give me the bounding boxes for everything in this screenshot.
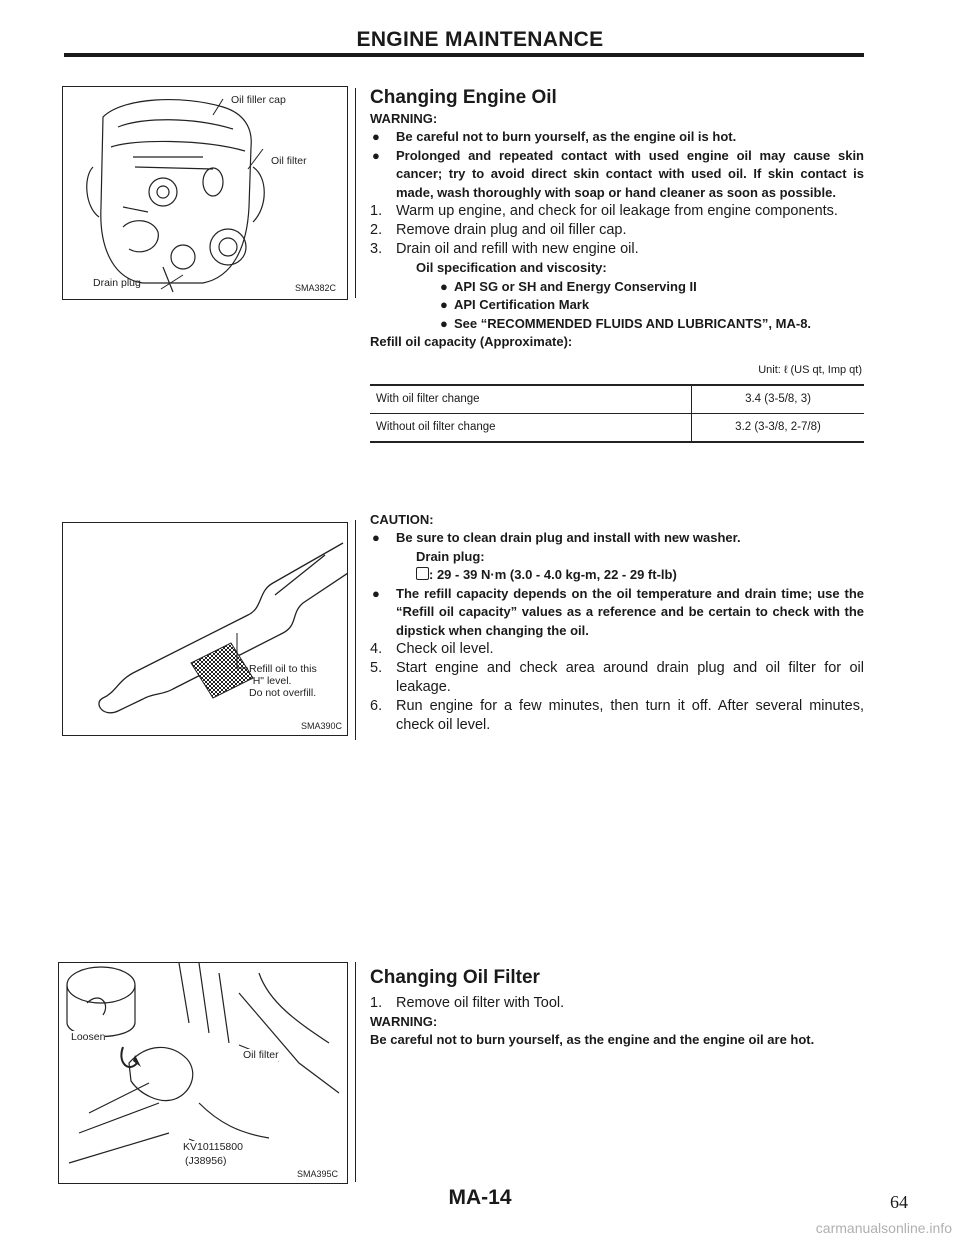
table-row [370, 385, 864, 414]
oil-spec-label: Oil specification and viscosity: [416, 260, 607, 275]
table-cell: 3.2 (3-3/8, 2-7/8) [692, 414, 865, 443]
header-rule [64, 53, 864, 57]
oil-spec-item: ● API Certification Mark [440, 297, 590, 312]
oil-filter-label: Oil filter [243, 1049, 279, 1061]
page-title: ENGINE MAINTENANCE [356, 28, 604, 51]
refill-capacity-table [370, 384, 864, 443]
warning-text: Be careful not to burn yourself, as the engine and the engine oil are hot. [370, 1032, 815, 1047]
caution-item: ● The refill capacity depends on the oil temperature and drain time; use the “Refill oil capacity” values as a reference and be certain to check with the dipstick when changing the oil. [372, 585, 864, 638]
table-cell: Without oil filter change [370, 414, 692, 443]
step-item: 5. Start engine and check area around drain plug and oil filter for oil leakage. [370, 660, 864, 695]
changing-engine-oil-section [370, 86, 864, 443]
refill-capacity-label: Refill oil capacity (Approximate): [370, 334, 573, 349]
figure-code: SMA390C [301, 721, 343, 731]
step-item: 3. Drain oil and refill with new engine oil. [370, 241, 639, 257]
changing-oil-filter-section [370, 966, 864, 1049]
unit-note: Unit: ℓ (US qt, Imp qt) [758, 364, 862, 376]
drain-plug-label: Drain plug: [416, 548, 485, 564]
loosen-label: Loosen [71, 1031, 106, 1043]
step-item: 4. Check oil level. [370, 641, 494, 657]
page-number: 64 [890, 1192, 908, 1212]
page-code: MA-14 [448, 1186, 512, 1209]
oil-spec-item: ● API SG or SH and Energy Conserving II [440, 278, 697, 294]
figure-code: SMA382C [295, 283, 337, 293]
engine-illustration [63, 87, 347, 299]
section-title: Changing Oil Filter [370, 967, 540, 988]
dipstick-illustration [63, 523, 347, 735]
engine-figure [62, 86, 348, 300]
table-cell: With oil filter change [370, 385, 692, 414]
oil-spec-item: ● See “RECOMMENDED FLUIDS AND LUBRICANTS”, MA-8. [440, 315, 812, 331]
oil-filter-figure [58, 962, 348, 1184]
torque-spec: : 29 - 39 N·m (3.0 - 4.0 kg-m, 22 - 29 ft-lb) [370, 566, 864, 585]
tool-number-label: KV10115800 [183, 1141, 243, 1153]
torque-icon [416, 567, 429, 580]
table-row [370, 414, 864, 443]
caution-item: ● Be sure to clean drain plug and install with new washer. [372, 530, 741, 545]
warning-label: WARNING: [370, 1014, 438, 1029]
column-divider [355, 962, 356, 1182]
section-title: Changing Engine Oil [370, 87, 557, 108]
watermark: carmanualsonline.info [815, 1220, 952, 1236]
step-item: 2. Remove drain plug and oil filler cap. [370, 222, 627, 238]
caution-section [370, 511, 864, 735]
figure-code: SMA395C [297, 1169, 339, 1179]
tool-alt-number-label: (J38956) [185, 1155, 227, 1167]
column-divider [355, 88, 356, 298]
oil-filler-cap-label: Oil filler cap [231, 94, 286, 106]
warning-item: ● Be careful not to burn yourself, as the engine oil is hot. [372, 129, 737, 144]
refill-label-line2: "H" level. [249, 675, 292, 687]
table-cell: 3.4 (3-5/8, 3) [692, 385, 865, 414]
step-item: 1. Remove oil filter with Tool. [370, 995, 565, 1011]
warning-label: WARNING: [370, 111, 438, 126]
column-divider [355, 520, 356, 740]
step-item: 1. Warm up engine, and check for oil leakage from engine components. [370, 203, 838, 219]
warning-item: ● Prolonged and repeated contact with used engine oil may cause skin cancer; try to avoid direct skin contact with used oil. If skin contact is made, wash thoroughly with soap or hand cleaner as soon as possible. [372, 147, 864, 200]
refill-label-line3: Do not overfill. [249, 687, 317, 699]
drain-plug-label: Drain plug [93, 277, 141, 289]
refill-label-line1: Refill oil to this [249, 663, 317, 675]
step-item: 6. Run engine for a few minutes, then turn it off. After several minutes, check oil level. [370, 698, 864, 733]
caution-label: CAUTION: [370, 512, 434, 527]
dipstick-figure [62, 522, 348, 736]
oil-filter-label: Oil filter [271, 155, 307, 167]
